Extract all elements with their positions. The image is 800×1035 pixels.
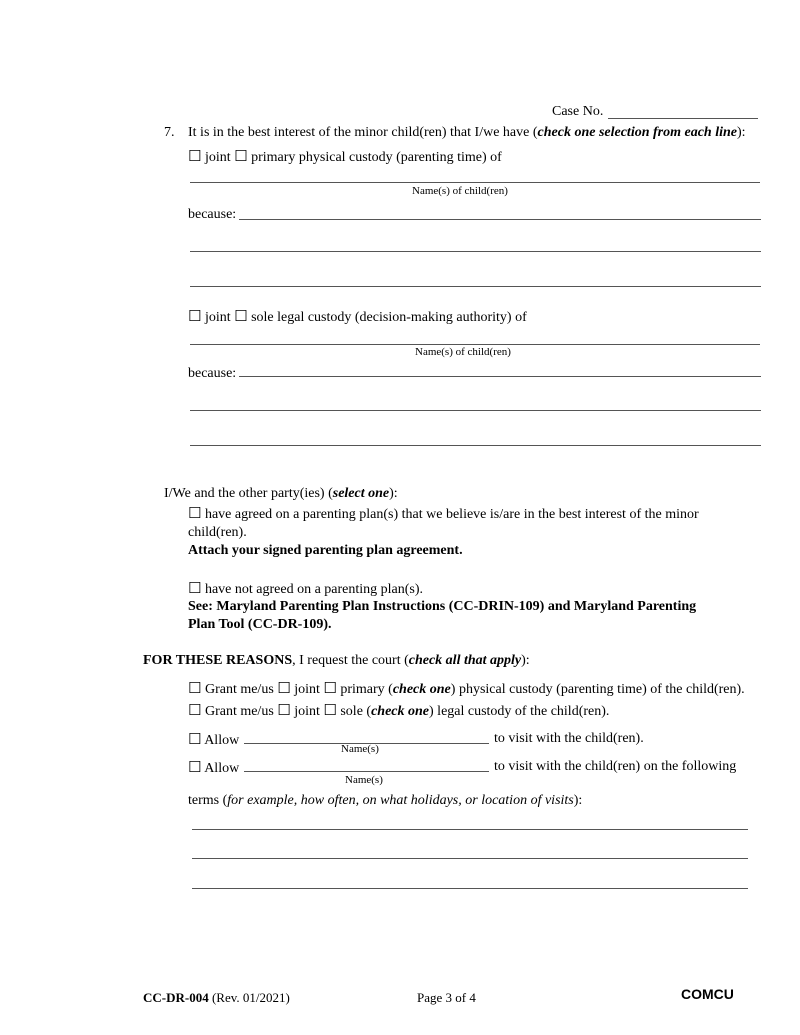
not-agreed-option: ☐ have not agreed on a parenting plan(s). <box>188 579 424 597</box>
child-names-field-2[interactable] <box>190 344 760 345</box>
item7-intro: It is in the best interest of the minor child(ren) that I/we have (check one selection from each line): <box>188 125 746 140</box>
grant-physical-primary-checkbox[interactable]: ☐ <box>323 679 337 697</box>
agreement-intro: I/We and the other party(ies) (select one): <box>164 486 398 501</box>
child-names-caption-1: Name(s) of child(ren) <box>412 185 508 197</box>
because-line-1c[interactable] <box>190 286 761 287</box>
agreed-option-cont: child(ren). <box>188 525 247 540</box>
attach-instruction: Attach your signed parenting plan agreement. <box>188 543 463 558</box>
allow-names-caption-1: Name(s) <box>341 743 379 755</box>
allow-line-2: ☐ Allow <box>188 758 240 776</box>
sole-legal-checkbox[interactable]: ☐ <box>234 307 248 325</box>
because-line-1b[interactable] <box>190 251 761 252</box>
joint-legal-checkbox[interactable]: ☐ <box>188 307 202 325</box>
because-label-1: because: <box>188 207 237 222</box>
child-names-field-1[interactable] <box>190 182 760 183</box>
allow-names-caption-2: Name(s) <box>345 774 383 786</box>
terms-line-1[interactable] <box>192 829 748 830</box>
reasons-heading: FOR THESE REASONS, I request the court (check all that apply): <box>143 653 530 668</box>
grant-physical-joint-checkbox[interactable]: ☐ <box>277 679 291 697</box>
agreed-checkbox[interactable]: ☐ <box>188 504 202 522</box>
terms-label: terms (for example, how often, on what holidays, or location of visits): <box>188 793 583 808</box>
footer-page-number: Page 3 of 4 <box>417 990 476 1005</box>
footer-form-code: COMCU <box>681 986 734 1002</box>
because-field-1[interactable] <box>239 219 761 220</box>
agreed-option: ☐ have agreed on a parenting plan(s) that we believe is/are in the best interest of the minor <box>188 504 699 522</box>
allow-names-field-2[interactable] <box>244 771 489 772</box>
see-instructions-1: See: Maryland Parenting Plan Instructions (CC-DRIN-109) and Maryland Parenting <box>188 599 697 614</box>
primary-physical-checkbox[interactable]: ☐ <box>234 147 248 165</box>
joint-physical-checkbox[interactable]: ☐ <box>188 147 202 165</box>
grant-physical-checkbox[interactable]: ☐ <box>188 679 202 697</box>
visit-text-2: to visit with the child(ren) on the following <box>494 759 737 774</box>
item-number: 7. <box>164 125 175 140</box>
terms-line-3[interactable] <box>192 888 748 889</box>
physical-custody-line: ☐ joint ☐ primary physical custody (parenting time) of <box>188 147 502 165</box>
not-agreed-checkbox[interactable]: ☐ <box>188 579 202 597</box>
grant-legal-line: ☐ Grant me/us ☐ joint ☐ sole (check one) legal custody of the child(ren). <box>188 701 610 719</box>
case-no-label: Case No. <box>552 104 604 119</box>
see-instructions-2: Plan Tool (CC-DR-109). <box>188 617 332 632</box>
because-line-2c[interactable] <box>190 445 761 446</box>
allow-checkbox-2[interactable]: ☐ <box>188 758 202 776</box>
because-line-2b[interactable] <box>190 410 761 411</box>
grant-legal-joint-checkbox[interactable]: ☐ <box>277 701 291 719</box>
legal-custody-line: ☐ joint ☐ sole legal custody (decision-making authority) of <box>188 307 527 325</box>
grant-legal-sole-checkbox[interactable]: ☐ <box>323 701 337 719</box>
grant-physical-line: ☐ Grant me/us ☐ joint ☐ primary (check one) physical custody (parenting time) of the child(ren). <box>188 679 745 697</box>
child-names-caption-2: Name(s) of child(ren) <box>415 346 511 358</box>
case-no-field[interactable] <box>608 118 758 119</box>
because-field-2[interactable] <box>239 376 761 377</box>
allow-line-1: ☐ Allow <box>188 730 240 748</box>
visit-text-1: to visit with the child(ren). <box>494 731 644 746</box>
footer-form-id: CC-DR-004 (Rev. 01/2021) <box>143 990 290 1005</box>
because-label-2: because: <box>188 366 237 381</box>
grant-legal-checkbox[interactable]: ☐ <box>188 701 202 719</box>
allow-checkbox-1[interactable]: ☐ <box>188 730 202 748</box>
terms-line-2[interactable] <box>192 858 748 859</box>
